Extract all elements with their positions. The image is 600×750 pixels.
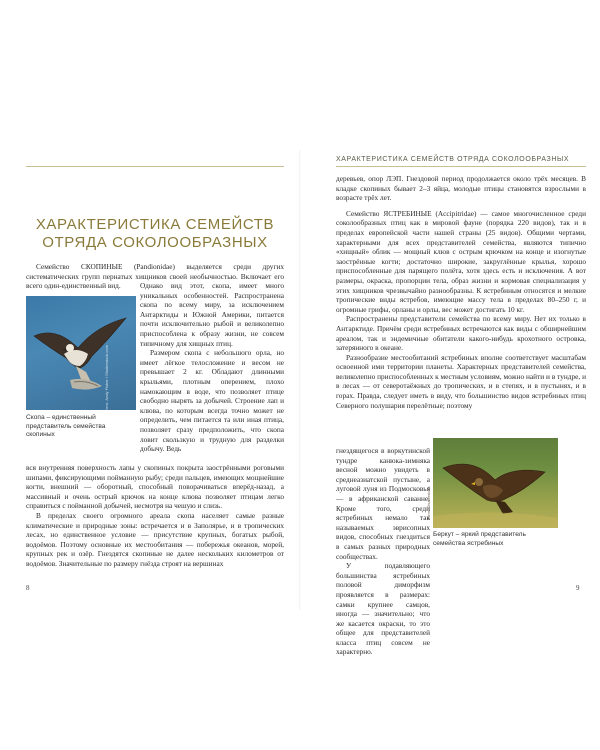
right-narrow-column	[336, 446, 430, 657]
golden-eagle-illustration	[433, 438, 558, 528]
intro-text: Семейство СКОПИНЫЕ (Pandionidae) выделяется среди других систематических групп пернатых хищников своей необычностью. Включает его всего один-единственный вид.	[26, 262, 284, 291]
golden-eagle-photo	[433, 438, 558, 528]
osprey-photo-credit: Фото: Andy Fisher / Shutterstock.com	[104, 345, 109, 412]
eagle-photo-credit: Фото: Shutterstock	[426, 486, 431, 520]
right-para-1: деревьев, опор ЛЭП. Гнездовой период продолжается около трёх месяцев. В кладке скопиных бывает 2–3 яйца, молодые птицы становятся взрослыми в возрасте трёх лет.	[336, 174, 586, 203]
full-text-1: вся внутренняя поверхность лапы у скопиных покрыта заострёнными роговыми шипами, фиксирующими пойманную рыбу; среди пальцев, имеющих мощнейшие когти, внешний — оборотный, способный поворачиваться вперёд-назад, а массивный и очень острый крючок на конце клюва позволяет птицам легко справиться с пойманной добычей, несмотря на чешую и слизь.	[26, 463, 284, 511]
right-narrow-1: гнездящегося в воркутинской тундре канюка-зимняка весной можно увидеть в среднеазиатской пустыне, а луговой луня из Подмосковья — в африканской саванне. Кроме того, среди ястребиных немало так называемых эврисопных видов, способных гнездиться в самых разных природных сообществах.	[336, 446, 430, 561]
right-para-3: Распространены представители семейства по всему миру. Нет их только в Антарктиде. Причём среди ястребиных встречаются как виды с обширнейшим ареалом, так и эндемичные обитатели какого-нибудь крохотного островка, затерянного в океане.	[336, 314, 586, 353]
chapter-title-line-1: ХАРАКТЕРИСТИКА СЕМЕЙСТВ	[35, 216, 275, 233]
full-text-2: В пределах своего огромного ареала скопа населяет самые разные климатические и природные зоны: встречается и в Заполярье, и в тропических лесах, но единственное условие — присутствие крупных, богатых рыбой, водоёмов. Поэтому основные их местообитания — побережья океанов, морей, крупных рек и озёр. Гнездятся скопиные не далее нескольких километров от водоёмов. Значительные по размеру гнёзда строят на вершинах	[26, 510, 284, 568]
osprey-photo	[26, 296, 136, 410]
narrow-text-2: Размером скопа с небольшого орла, но имеет лёгкое телосложение и весом не превышает 2 кг. Обладают длинными крыльями, плотным оперением, плохо намокающим в воде, что позволяет птице свободно нырять за добычей. Строение лап и клюва, по которым всегда точно может не определить, чем питается та или иная птица, позволяет сразу предположить, что скопа ловит скользкую и трудную для разделки добычу. Ведь	[140, 348, 284, 454]
osprey-illustration	[26, 296, 136, 410]
page-number-right: 9	[576, 584, 580, 592]
right-para-4: Разнообразие местообитаний ястребиных вполне соответствует масштабам освоенной ими территории планеты. Характерных представителей семейства, великолепно приспособленных к местным условиям, можно найти и в тундре, и в лесах — от северотаёжных до тропических, и в степях, и в пустынях, и в горах. Правда, следует иметь в виду, что большинство видов ястребиных птиц Северного полушария перелётные; поэтому	[336, 352, 586, 410]
osprey-caption: Скопа – единственный представитель семейства скопиных	[26, 414, 106, 439]
full-column-text	[26, 463, 284, 569]
eagle-caption: Беркут – яркий представитель семейства ястребиных	[433, 531, 526, 547]
chapter-title-line-2: ОТРЯДА СОКОЛООБРАЗНЫХ	[42, 234, 268, 251]
narrow-column-text	[140, 281, 284, 454]
right-para-2: Семейство ЯСТРЕБИНЫЕ (Accipitridae) — самое многочисленное среди соколообразных птиц как в мировой фауне (порядка 220 видов), так и в пределах европейской части нашей страны (25 видов). Общими чертами, характерными для всех представителей семейства, являются типично «хищный» облик — мощный клюв с острым крючком на конце и изогнутые заострённые когти; достаточно широкие, закруглённые крылья, хорошо приспособленные для парящего полёта, хотя здесь есть и исключения. А вот размеры, окраска, пропорции тела, образ жизни и кормовая специализация у этих хищников чрезвычайно разнообразны. К ястребиным относятся и мелкие тропические виды ястребов, имеющие массу тела в пределах 80–250 г, и огромные грифы, орланы и орлы, вес может достигать 10 кг.	[336, 208, 586, 314]
right-narrow-2: У подавляющего большинства ястребиных половой диморфизм проявляется в размерах: самки крупнее самцов, иногда — значительно; что же касается окраски, то это общее для представителей класса птиц совсем не характерно.	[336, 561, 430, 657]
page-number-left: 8	[26, 584, 30, 592]
chapter-title	[26, 216, 284, 252]
right-page	[300, 0, 600, 750]
running-head: ХАРАКТЕРИСТИКА СЕМЕЙСТВ ОТРЯДА СОКОЛООБРАЗНЫХ	[336, 156, 570, 163]
right-full-text-top	[336, 174, 586, 410]
narrow-text-1: Однако вид этот, скопа, имеет много уникальных особенностей. Распространена скопа по всему миру, за исключением Антарктиды и Южной Америки, питается почти исключительно рыбой и великолепно приспособлена к образу жизни, не совсем типичному для хищных птиц.	[140, 281, 284, 348]
header-rule	[336, 166, 586, 167]
header-rule	[26, 166, 284, 167]
